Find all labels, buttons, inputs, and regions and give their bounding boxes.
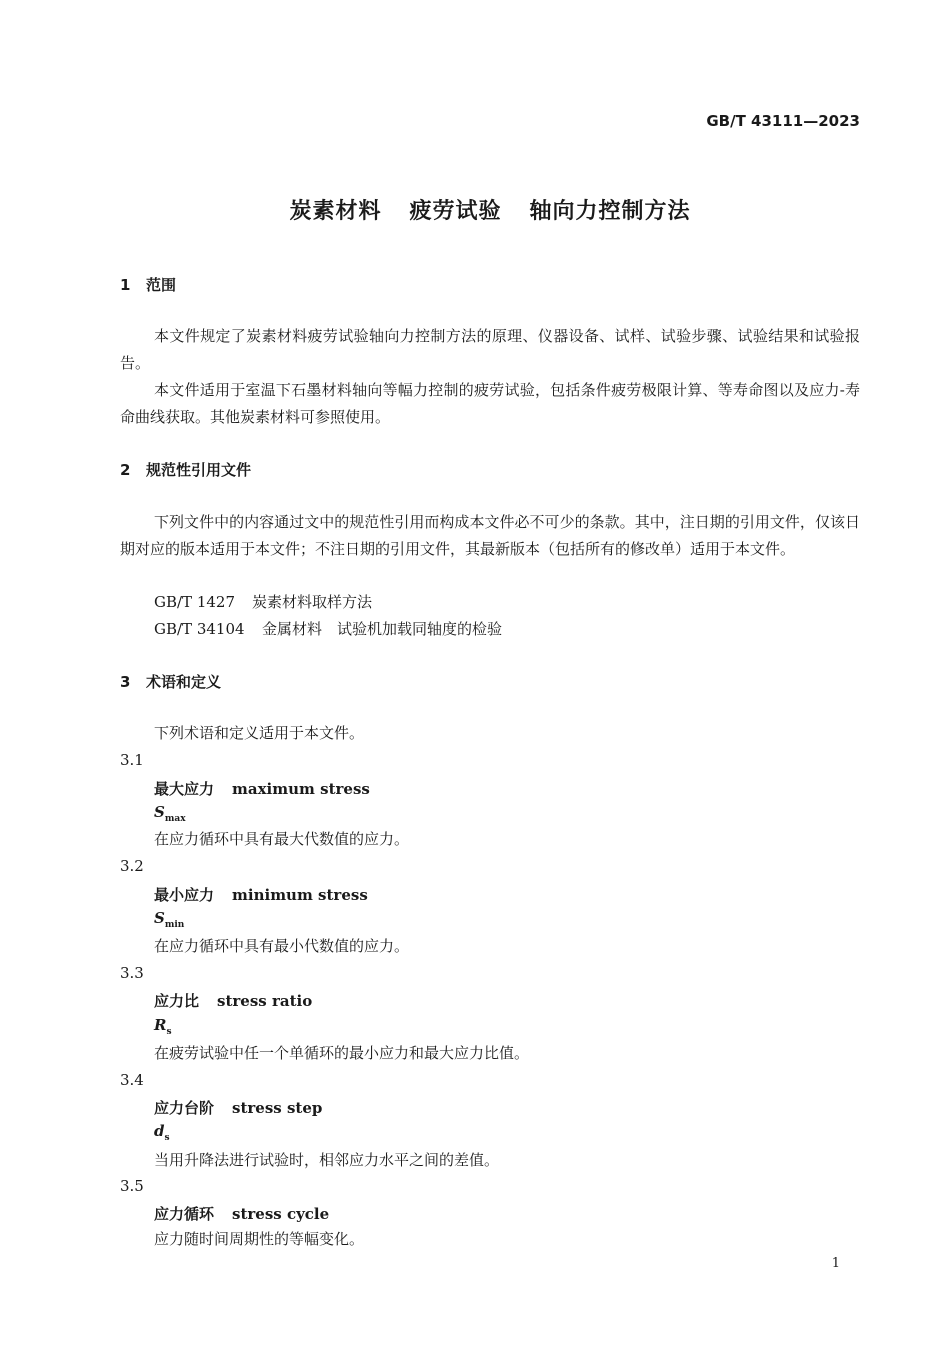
term-definition: 应力随时间周期性的等幅变化。 [154, 1230, 365, 1248]
term-chinese: 应力比 [154, 992, 200, 1010]
page-number: 1 [831, 1256, 840, 1271]
symbol-letter: d [154, 1122, 165, 1140]
symbol-letter: S [154, 909, 165, 927]
term-entry [154, 884, 368, 905]
term-chinese: 最小应力 [154, 886, 215, 904]
document-title [0, 194, 950, 225]
standard-number: GB/T 43111—2023 [706, 112, 860, 130]
term-english: stress ratio [217, 992, 313, 1010]
reference-name: 金属材料 试验机加载同轴度的检验 [262, 620, 503, 638]
term-definition: 当用升降法进行试验时，相邻应力水平之间的差值。 [154, 1151, 500, 1169]
term-number: 3.5 [120, 1177, 144, 1195]
term-number: 3.3 [120, 964, 144, 982]
reference-item [154, 616, 502, 643]
symbol-subscript: max [164, 814, 186, 824]
term-chinese: 应力循环 [154, 1205, 215, 1223]
section-title: 规范性引用文件 [146, 461, 252, 479]
term-entry [154, 990, 312, 1011]
symbol-subscript: min [164, 920, 185, 930]
term-definition: 在疲劳试验中任一个单循环的最小应力和最大应力比值。 [154, 1044, 530, 1062]
term-entry [154, 778, 370, 799]
term-number: 3.1 [120, 751, 144, 769]
term-english: maximum stress [232, 780, 370, 798]
symbol-subscript: s [166, 1027, 172, 1037]
term-symbol [154, 909, 184, 930]
title-part-2: 疲劳试验 [409, 199, 502, 224]
section-2-heading [120, 459, 251, 480]
section-number: 1 [120, 276, 131, 294]
section-1-heading [120, 274, 176, 295]
section-number: 2 [120, 461, 131, 479]
terms-intro: 下列术语和定义适用于本文件。 [154, 724, 365, 742]
symbol-letter: S [154, 803, 165, 821]
term-symbol [154, 803, 186, 824]
term-chinese: 最大应力 [154, 780, 215, 798]
title-part-3: 轴向力控制方法 [529, 199, 691, 224]
reference-item [154, 589, 372, 616]
term-entry [154, 1097, 322, 1118]
section-3-heading [120, 671, 221, 692]
term-english: minimum stress [232, 886, 368, 904]
scope-paragraph-1: 本文件规定了炭素材料疲劳试验轴向力控制方法的原理、仪器设备、试样、试验步骤、试验结果和试验报告。 [120, 327, 860, 372]
term-english: stress cycle [232, 1205, 330, 1223]
term-entry [154, 1203, 329, 1224]
section-title: 范围 [146, 276, 177, 294]
term-number: 3.2 [120, 857, 144, 875]
term-number: 3.4 [120, 1071, 144, 1089]
term-definition: 在应力循环中具有最小代数值的应力。 [154, 937, 410, 955]
term-english: stress step [232, 1099, 323, 1117]
reference-code: GB/T 1427 [154, 593, 236, 611]
term-symbol [154, 1122, 170, 1143]
title-part-1: 炭素材料 [289, 199, 382, 224]
reference-name: 炭素材料取样方法 [252, 593, 373, 611]
symbol-letter: R [154, 1016, 167, 1034]
scope-paragraph-2: 本文件适用于室温下石墨材料轴向等幅力控制的疲劳试验，包括条件疲劳极限计算、等寿命图以及应力-寿命曲线获取。其他炭素材料可参照使用。 [120, 381, 860, 426]
normative-references-paragraph: 下列文件中的内容通过文中的规范性引用而构成本文件必不可少的条款。其中，注日期的引用文件，仅该日期对应的版本适用于本文件；不注日期的引用文件，其最新版本（包括所有的修改单）适用于本文件。 [120, 513, 860, 558]
reference-code: GB/T 34104 [154, 620, 245, 638]
term-definition: 在应力循环中具有最大代数值的应力。 [154, 830, 410, 848]
term-symbol [154, 1016, 172, 1037]
symbol-subscript: s [164, 1133, 170, 1143]
section-number: 3 [120, 673, 131, 691]
term-chinese: 应力台阶 [154, 1099, 215, 1117]
section-title: 术语和定义 [146, 673, 222, 691]
